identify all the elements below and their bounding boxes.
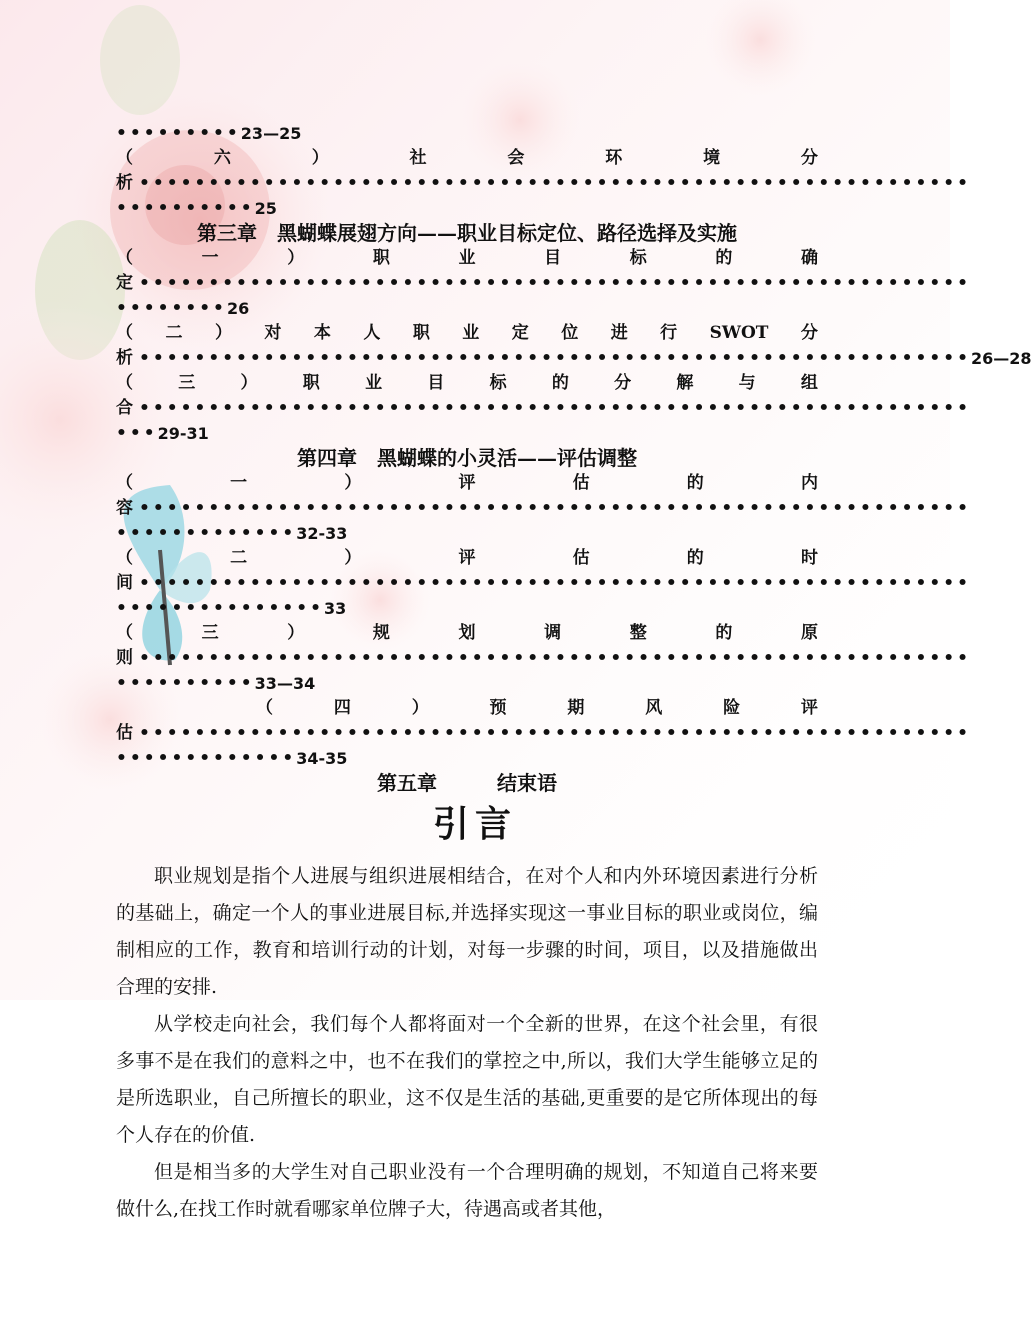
toc-leader-line bbox=[116, 646, 971, 671]
toc-leader-line bbox=[116, 171, 971, 196]
toc-char: 合 bbox=[116, 398, 133, 418]
toc-char: 间 bbox=[116, 573, 133, 593]
toc-char: （ bbox=[116, 148, 133, 168]
toc-entry-title bbox=[116, 371, 818, 396]
leader-dots: ••••••••••••• bbox=[116, 523, 297, 543]
toc-char: 评 bbox=[458, 548, 476, 568]
toc-char: ） bbox=[344, 548, 362, 568]
toc-char: 业 bbox=[458, 248, 476, 268]
leader-dots: •••••••• bbox=[116, 298, 227, 318]
toc-char: 三 bbox=[178, 373, 196, 393]
toc-leader-line bbox=[116, 121, 818, 146]
toc-char: SWOT bbox=[709, 323, 769, 343]
toc-char: 的 bbox=[686, 473, 704, 493]
toc-char: 环 bbox=[605, 148, 623, 168]
toc-char: 行 bbox=[660, 323, 678, 343]
toc-char: 划 bbox=[458, 623, 476, 643]
toc-leader-line bbox=[116, 721, 971, 746]
toc-leader-line bbox=[116, 496, 971, 521]
toc-char: ） bbox=[287, 623, 305, 643]
toc-char: 的 bbox=[715, 248, 733, 268]
toc-char: 原 bbox=[801, 623, 818, 643]
paragraph: 职业规划是指个人进展与组织进展相结合，在对个人和内外环境因素进行分析的基础上，确定一个人的事业进展目标,并选择实现这一事业目标的职业或岗位，编制相应的工作，教育和培训行动的计划，对每一步骤的时间，项目，以及措施做出合理的安排. bbox=[116, 865, 818, 998]
toc-char: 目 bbox=[544, 248, 562, 268]
paragraph: 但是相当多的大学生对自己职业没有一个合理明确的规划，不知道自己将来要做什么,在找工作时就看哪家单位牌子大，待遇高或者其他， bbox=[116, 1161, 818, 1220]
toc-char: 时 bbox=[800, 548, 818, 568]
toc-char: 则 bbox=[116, 648, 133, 668]
toc-leader-line bbox=[116, 296, 818, 321]
toc-leader-line bbox=[116, 396, 971, 421]
toc-char: 内 bbox=[800, 473, 818, 493]
toc-char: 评 bbox=[800, 698, 818, 718]
toc-page-number: 26—28 bbox=[970, 349, 1031, 368]
toc-page-number: 33 bbox=[324, 599, 347, 618]
toc-leader-line bbox=[116, 421, 818, 446]
paragraph: 从学校走向社会，我们每个人都将面对一个全新的世界，在这个社会里，有很多事不是在我们的意料之中，也不在我们的掌控之中,所以，我们大学生能够立足的是所选职业，自己所擅长的职业，这不仅是生活的基础,更重要的是它所体现出的每个人存在的价值. bbox=[116, 1013, 818, 1146]
toc-leader-line bbox=[116, 571, 971, 596]
toc-char: 估 bbox=[572, 548, 590, 568]
leader-dots: •••••••••••••••••••••••••••••••••••••••••••••••••••••••••••• bbox=[139, 723, 971, 743]
toc-char: 三 bbox=[201, 623, 219, 643]
toc-entry-title bbox=[116, 246, 818, 271]
toc-entry-title bbox=[116, 621, 818, 646]
toc-char: 目 bbox=[427, 373, 445, 393]
toc-char: 四 bbox=[333, 698, 351, 718]
toc-char: （ bbox=[116, 373, 133, 393]
leader-dots: •••••••••••••••••••••••••••••••••••••••••••••••••••••••••••• bbox=[139, 648, 971, 668]
toc-char: 风 bbox=[645, 698, 663, 718]
toc-char: 解 bbox=[676, 373, 694, 393]
toc-char: ） bbox=[344, 473, 362, 493]
leader-dots: ••••••••••••• bbox=[116, 748, 297, 768]
toc-char: 规 bbox=[372, 623, 390, 643]
toc-char: 分 bbox=[800, 323, 818, 343]
toc-char: 社 bbox=[409, 148, 427, 168]
leader-dots: •••••••••••••••••••••••••••••••••••••••••••••••••••••••••••• bbox=[139, 173, 971, 193]
table-of-contents bbox=[116, 121, 1031, 796]
toc-char: 会 bbox=[507, 148, 525, 168]
toc-char: 与 bbox=[738, 373, 756, 393]
toc-entry-title bbox=[116, 146, 818, 171]
leader-dots: ••••••••••••••• bbox=[116, 598, 324, 618]
toc-page-number: 29-31 bbox=[157, 424, 209, 443]
toc-char: （ bbox=[116, 248, 133, 268]
toc-chapter-heading: 第五章 结束语 bbox=[377, 771, 557, 795]
toc-char: 职 bbox=[412, 323, 430, 343]
toc-char: 组 bbox=[800, 373, 818, 393]
leader-dots: •••••••••• bbox=[116, 198, 255, 218]
toc-leader-line bbox=[116, 346, 1031, 371]
toc-char: （ bbox=[116, 623, 133, 643]
toc-char: 六 bbox=[213, 148, 231, 168]
toc-char: （ bbox=[116, 548, 133, 568]
toc-char: ） bbox=[287, 248, 305, 268]
toc-char: ） bbox=[311, 148, 329, 168]
leader-dots: ••• bbox=[116, 423, 158, 443]
toc-char: 确 bbox=[801, 248, 818, 268]
toc-char: 职 bbox=[372, 248, 390, 268]
toc-char: ） bbox=[240, 373, 258, 393]
toc-entry-title bbox=[116, 546, 818, 571]
toc-char: （ bbox=[116, 473, 133, 493]
toc-char: 境 bbox=[703, 148, 721, 168]
toc-page-number: 26 bbox=[226, 299, 250, 318]
toc-char: 析 bbox=[116, 173, 133, 193]
leader-dots: ••••••••• bbox=[116, 123, 241, 143]
leader-dots: •••••••••• bbox=[116, 673, 255, 693]
toc-char: 容 bbox=[116, 498, 133, 518]
toc-leader-line bbox=[116, 596, 818, 621]
toc-entry-title bbox=[116, 321, 818, 346]
toc-char: 进 bbox=[610, 323, 628, 343]
toc-char: 二 bbox=[165, 323, 183, 343]
toc-char: 评 bbox=[458, 473, 476, 493]
toc-page-number: 25 bbox=[254, 199, 277, 218]
section-title: 引言 bbox=[432, 803, 517, 845]
toc-char: 本 bbox=[313, 323, 331, 343]
toc-char: （ bbox=[116, 323, 133, 343]
toc-char: 的 bbox=[551, 373, 569, 393]
toc-entry-title bbox=[116, 696, 818, 721]
leader-dots: •••••••••••••••••••••••••••••••••••••••••••••••••••••••••••• bbox=[139, 398, 971, 418]
toc-char: ） bbox=[411, 698, 429, 718]
toc-char: 业 bbox=[462, 323, 480, 343]
toc-char: 估 bbox=[116, 723, 133, 743]
leader-dots: •••••••••••••••••••••••••••••••••••••••••••••••••••••••••••• bbox=[139, 498, 971, 518]
toc-char: 期 bbox=[567, 698, 585, 718]
toc-page-number: 23—25 bbox=[240, 124, 302, 143]
toc-char: 一 bbox=[201, 248, 219, 268]
toc-char: 险 bbox=[723, 698, 741, 718]
toc-char: ） bbox=[214, 323, 232, 343]
toc-chapter-heading: 第四章 黑蝴蝶的小灵活——评估调整 bbox=[297, 446, 637, 470]
toc-char: 一 bbox=[230, 473, 248, 493]
toc-char: （ bbox=[256, 698, 273, 718]
leader-dots: •••••••••••••••••••••••••••••••••••••••••••••••••••••••••••• bbox=[139, 348, 971, 368]
toc-char: 分 bbox=[800, 148, 818, 168]
toc-char: 业 bbox=[365, 373, 383, 393]
leader-dots: •••••••••••••••••••••••••••••••••••••••••••••••••••••••••••• bbox=[139, 573, 971, 593]
toc-char: 人 bbox=[363, 323, 381, 343]
toc-char: 的 bbox=[686, 548, 704, 568]
toc-char: 析 bbox=[116, 348, 133, 368]
toc-leader-line bbox=[116, 746, 818, 771]
toc-char: 定 bbox=[511, 323, 529, 343]
toc-chapter-heading: 第三章 黑蝴蝶展翅方向——职业目标定位、路径选择及实施 bbox=[197, 221, 737, 245]
toc-char: 分 bbox=[614, 373, 632, 393]
leader-dots: •••••••••••••••••••••••••••••••••••••••••••••••••••••••••••• bbox=[139, 273, 971, 293]
toc-char: 对 bbox=[264, 323, 282, 343]
toc-leader-line bbox=[116, 671, 818, 696]
toc-char: 职 bbox=[302, 373, 320, 393]
toc-char: 整 bbox=[629, 623, 647, 643]
toc-char: 的 bbox=[715, 623, 733, 643]
toc-char: 标 bbox=[489, 373, 507, 393]
body-text bbox=[116, 858, 818, 1228]
toc-leader-line bbox=[116, 196, 818, 221]
toc-page-number: 34-35 bbox=[296, 749, 348, 768]
toc-leader-line bbox=[116, 521, 818, 546]
toc-char: 位 bbox=[561, 323, 579, 343]
toc-entry-title bbox=[116, 471, 818, 496]
toc-char: 估 bbox=[572, 473, 590, 493]
toc-page-number: 33—34 bbox=[254, 674, 316, 693]
toc-page-number: 32-33 bbox=[296, 524, 348, 543]
toc-char: 二 bbox=[230, 548, 248, 568]
toc-char: 定 bbox=[116, 273, 133, 293]
toc-char: 调 bbox=[544, 623, 562, 643]
toc-char: 标 bbox=[629, 248, 647, 268]
toc-char: 预 bbox=[489, 698, 507, 718]
toc-leader-line bbox=[116, 271, 971, 296]
